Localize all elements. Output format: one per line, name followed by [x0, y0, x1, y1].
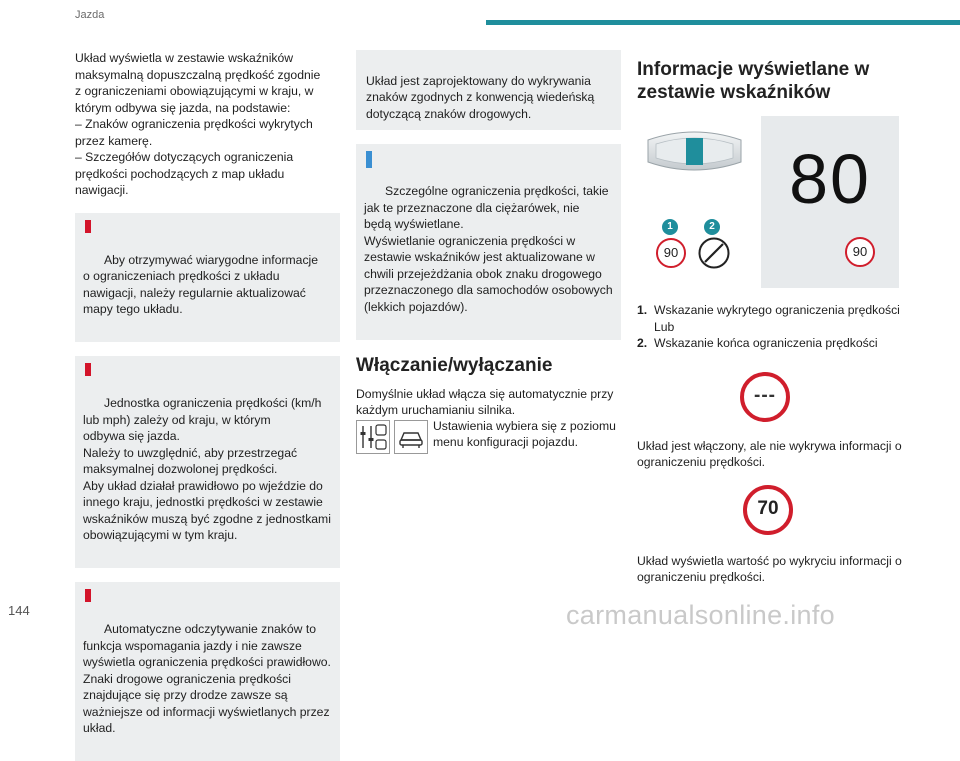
info-icon: [366, 151, 372, 168]
note-box-vienna: [356, 50, 621, 130]
cluster-display-illustration: [637, 116, 905, 291]
column-1: [75, 50, 340, 761]
list-item: [637, 335, 905, 352]
legend-list: [637, 302, 905, 352]
display-panel: [761, 116, 899, 288]
speed-sign-70: [743, 485, 793, 535]
settings-text: Ustawienia wybiera się z poziomu menu konfiguracji pojazdu.: [433, 418, 616, 449]
callout-badge-2: 2: [704, 219, 720, 235]
vehicle-settings-icon: [356, 420, 390, 454]
sign-value: 90: [663, 244, 679, 260]
sign-70-row: [637, 471, 905, 543]
settings-row: [356, 420, 621, 460]
speed-sign-90-small: [845, 237, 875, 267]
header-accent-bar: [486, 20, 960, 25]
section-heading-onoff: Włączanie/wyłączanie: [356, 354, 553, 376]
note-text: Układ jest zaprojektowany do wykrywania znaków zgodnych z konwencją wiedeńską dotyczącą znaków drogowych.: [366, 73, 595, 121]
list-item-number: 2.: [637, 336, 648, 350]
list-item-text: Wskazanie końca ograniczenia prędkości: [654, 336, 878, 350]
warning-text: Jednostka ograniczenia prędkości (km/h lub mph) zależy od kraju, w którym odbywa się jazda. Należy to uwzględnić, aby przestrzegać maksymalnej dozwolonej prędkości. Aby układ działał prawidłowo po wjeździe do innego kraju, jednostki prędkości w zestawie wskaźników muszą być zgodne z jednostkami obowiązującymi w tym kraju.: [83, 396, 331, 542]
section-heading-display: Informacje wyświetlane w zestawie wskaźników: [637, 59, 870, 103]
end-of-limit-icon: [698, 237, 730, 269]
warning-box-auto-reading: [75, 582, 340, 761]
callout-badge-1: 1: [662, 219, 678, 235]
watermark: carmanualsonline.info: [566, 600, 835, 630]
detected-info-paragraph: Układ wyświetla wartość po wykryciu informacji o ograniczeniu prędkości.: [637, 553, 902, 584]
sign-value: ---: [754, 385, 776, 407]
warning-box-maps: [75, 213, 340, 343]
intro-paragraph: Układ wyświetla w zestawie wskaźników maksymalną dopuszczalną prędkość zgodnie z ograniczeniami obowiązującymi w kraju, w którym odbywa się jazda, na podstawie: – Znaków ograniczenia prędkości wykrytych przez kamerę. – Szczegółów dotyczących ograniczenia prędkości pochodzących z map układu nawigacji.: [75, 51, 321, 197]
column-2: [356, 50, 621, 460]
info-text: Szczególne ograniczenia prędkości, takie jak te przeznaczone dla ciężarówek, nie będą wyświetlane. Wyświetlanie ograniczenia prędkości w zestawie wskaźników jest aktualizowane w chwili przejeżdżania obok znaku drogowego przeznaczonego dla samochodów osobowych (lekkich pojazdów).: [364, 184, 613, 314]
section-title: Jazda: [75, 9, 105, 21]
warning-icon: [85, 220, 91, 237]
no-info-paragraph: Układ jest włączony, ale nie wykrywa informacji o ograniczeniu prędkości.: [637, 438, 902, 469]
list-item-number: 1.: [637, 303, 648, 317]
page-number: 144: [8, 603, 30, 618]
warning-icon: [85, 363, 91, 380]
sign-value: 70: [757, 498, 779, 520]
warning-box-units: [75, 356, 340, 568]
speed-sign-90: [656, 238, 686, 268]
displayed-speed: 80: [789, 140, 871, 218]
warning-icon: [85, 589, 91, 606]
sign-no-info-row: [637, 352, 905, 430]
warning-text: Aby otrzymywać wiarygodne informacje o ograniczeniach prędkości z układu nawigacji, należy regularnie aktualizować mapy tego układu.: [83, 252, 319, 316]
info-box-special-limits: [356, 144, 621, 340]
column-3: [637, 50, 905, 586]
warning-text: Automatyczne odczytywanie znaków to funkcja wspomagania jazdy i nie zawsze wyświetla ograniczenia prędkości prawidłowo. Znaki drogowe ograniczenia prędkości znajdujące się przy drodze zawsze są ważniejsze od informacji wyświetlanych przez układ.: [83, 622, 331, 735]
speed-sign-no-info: [740, 372, 790, 422]
default-on-paragraph: Domyślnie układ włącza się automatycznie przy każdym uruchamianiu silnika.: [356, 386, 614, 417]
list-item: [637, 302, 905, 335]
cluster-gauge-icon: [642, 124, 747, 179]
sign-value: 90: [852, 243, 868, 259]
car-icon: [394, 420, 428, 454]
list-item-text: Wskazanie wykrytego ograniczenia prędkości Lub: [654, 303, 900, 334]
